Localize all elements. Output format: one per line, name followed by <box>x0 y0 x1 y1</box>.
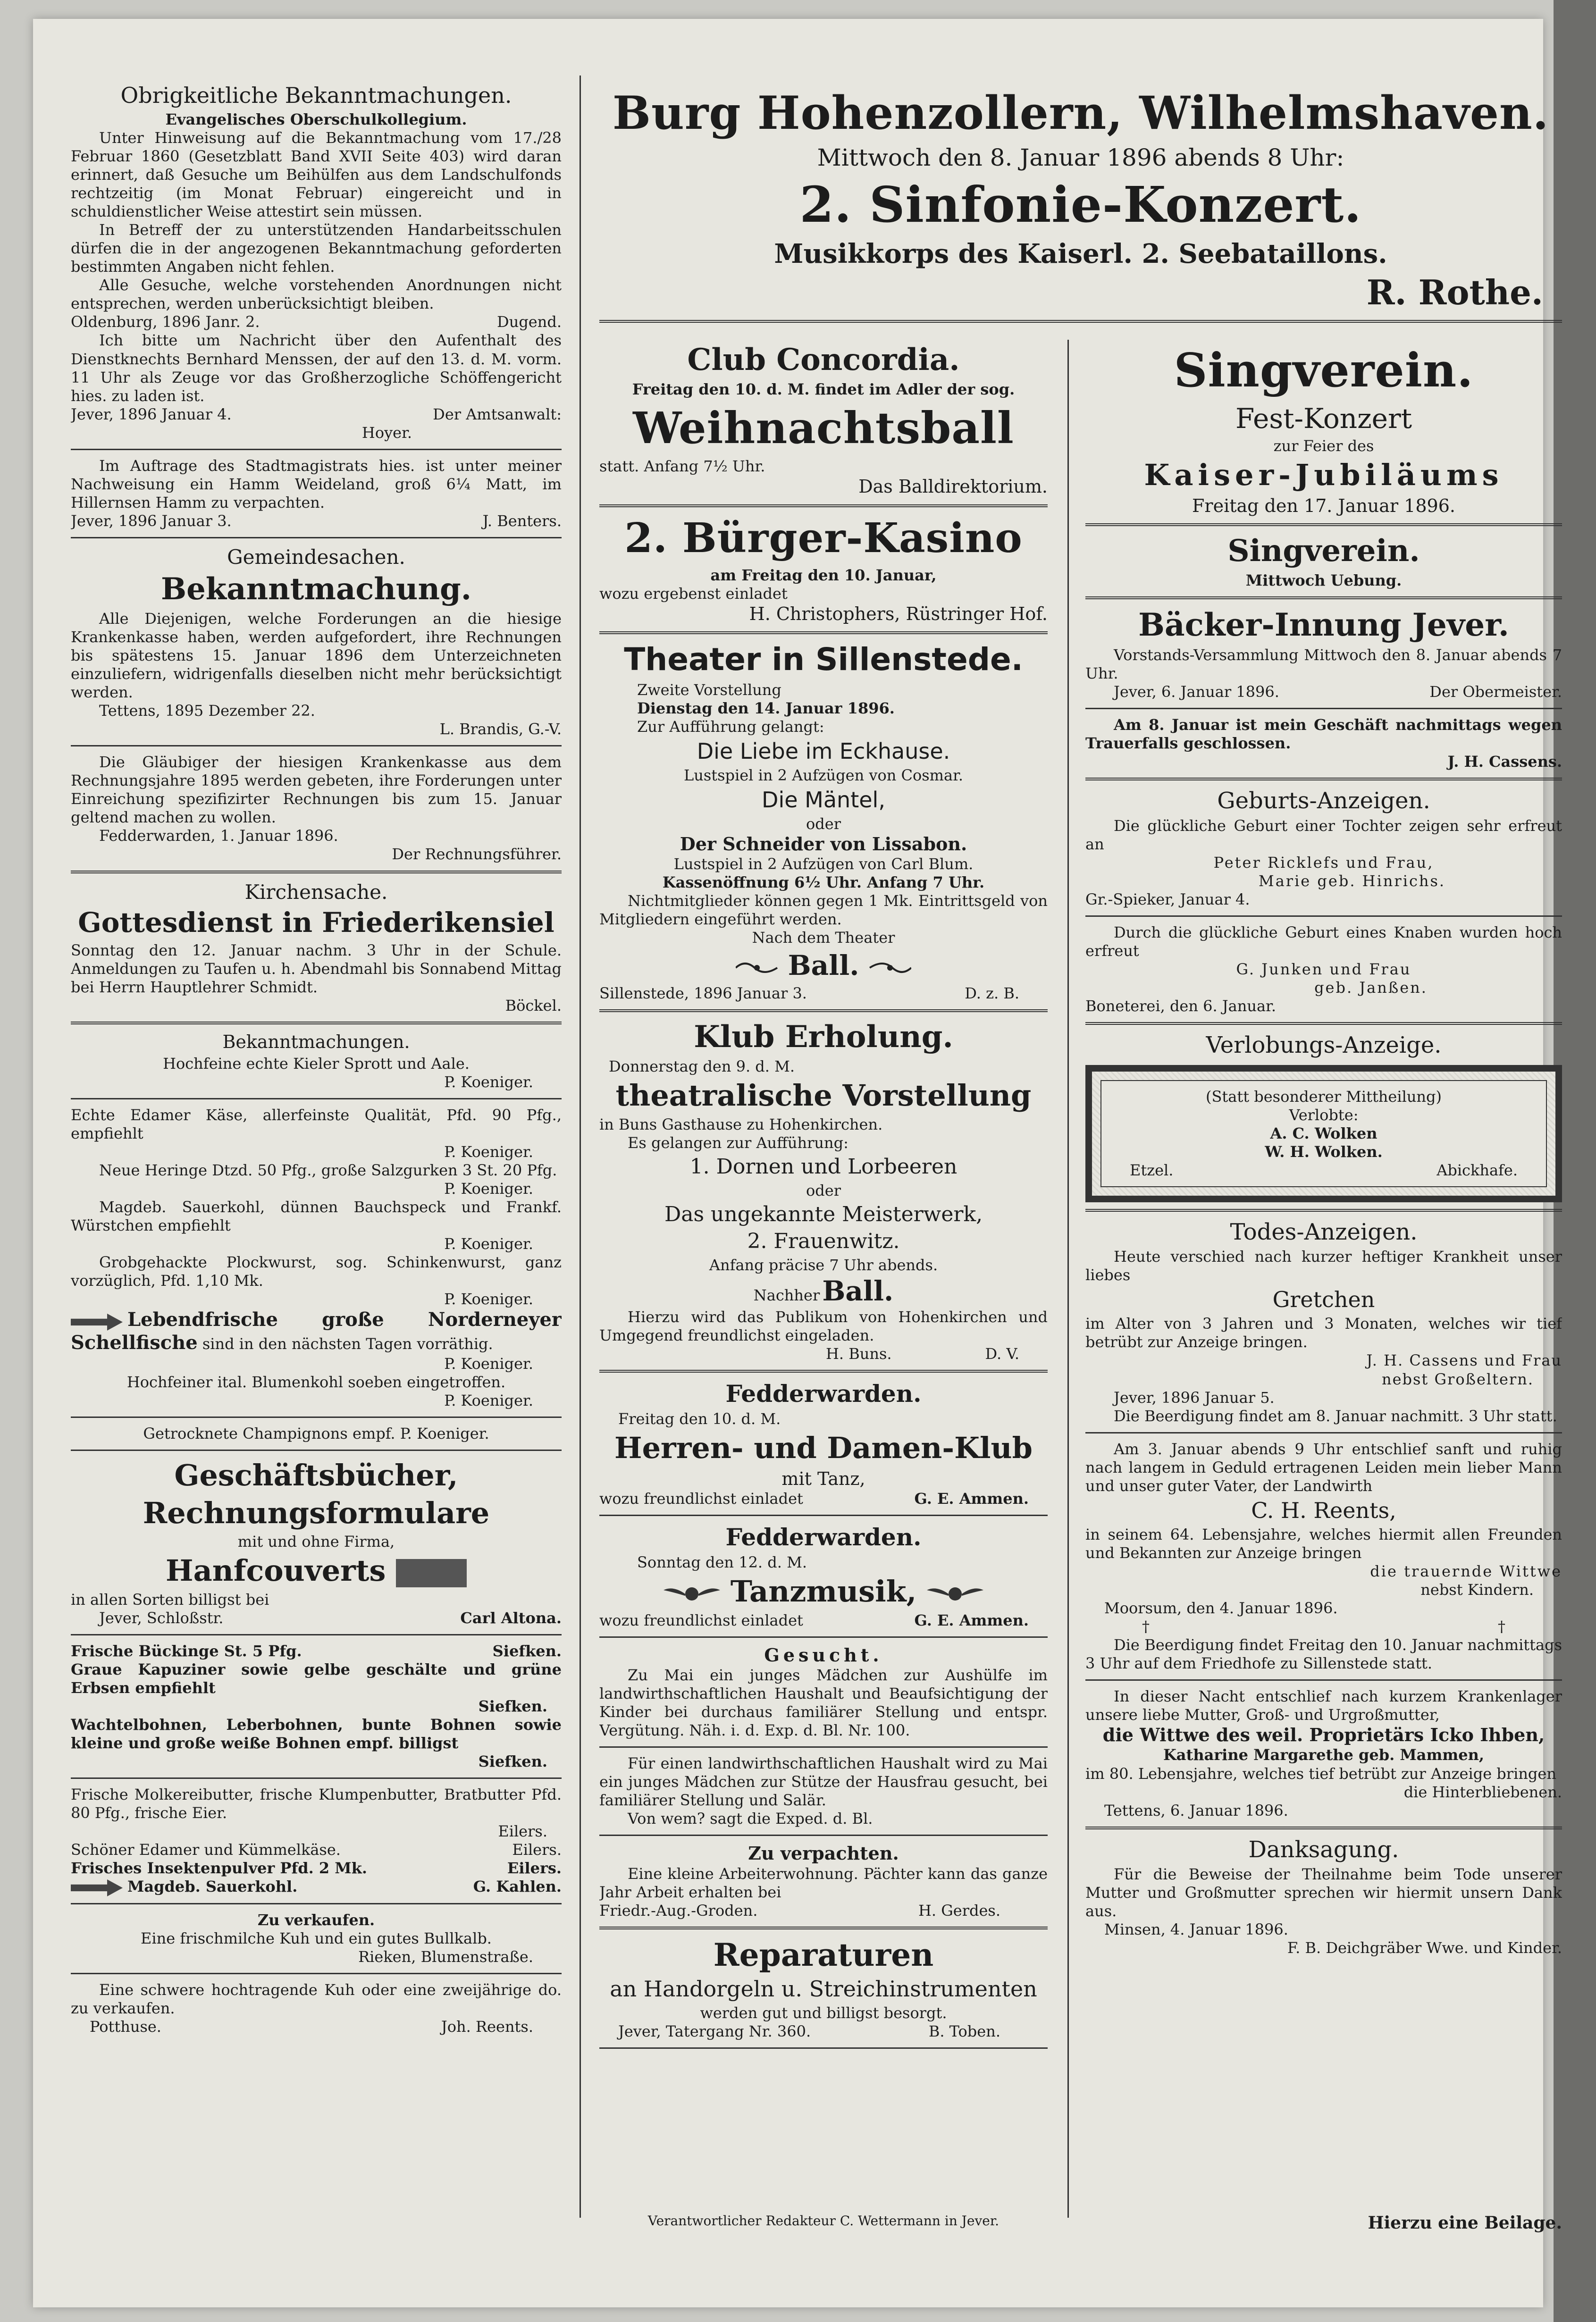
ad-heading: Zu verkaufen. <box>257 1911 375 1929</box>
signature-row <box>71 2018 562 2036</box>
ad-text: in Buns Gasthause zu Hohenkirchen. <box>599 1115 883 1133</box>
announcement-text: Heute verschied nach kurzer heftiger Krankheit unser liebes <box>1085 1248 1562 1284</box>
announcement-name: Gretchen <box>1272 1287 1375 1313</box>
section-heading: Bekanntmachungen. <box>222 1031 410 1052</box>
ad-title: Burg Hohenzollern, Wilhelmshaven. <box>612 86 1549 140</box>
notice-text: Ich bitte um Nachricht über den Aufenthalt des Dienstknechts Bernhard Menssen, der auf den 13. d. M. vorm. 11 Uhr als Zeuge vor das Großherzogliche Schöffengericht hies. zu laden ist. <box>71 331 562 405</box>
notice-text: Im Auftrage des Stadtmagistrats hies. ist unter meiner Nachweisung ein Hamm Weideland, groß 6¼ Matt, im Hillernsen Hamm zu verpachten. <box>71 456 562 511</box>
place: Jever, Schloßstr. <box>99 1609 224 1627</box>
ad-text: Mittwoch Uebung. <box>1245 571 1402 590</box>
place-date: Jever, 1896 Januar 5. <box>1114 1388 1275 1407</box>
play-title: Das ungekannte Meisterwerk, <box>664 1202 983 1226</box>
ad-line <box>599 1274 1048 1308</box>
signature: Dugend. <box>497 313 562 331</box>
ad-text: Schöner Edamer und Kümmelkäse. <box>71 1841 341 1859</box>
divider <box>71 1634 562 1635</box>
announcement-text: im 80. Lebensjahre, welches tief betrübt zur Anzeige bringen <box>1085 1764 1556 1783</box>
notice-text: Alle Diejenigen, welche Forderungen an die hiesige Krankenkasse haben, werden aufgefordert, ihre Rechnungen bis spätestens 15. Januar 1896 dem Unterzeichneten einzuliefern, widrigenfalls dieselben nicht mehr berücksichtigt werden. <box>71 610 562 702</box>
ornament-right-icon <box>869 959 911 976</box>
announcement-text: im Alter von 3 Jahren und 3 Monaten, welches wir tief betrübt zur Anzeige bringen. <box>1085 1315 1562 1351</box>
announcement-name: J. H. Cassens und Frau <box>1366 1351 1562 1370</box>
ad-text: wozu ergebenst einladet <box>599 584 788 603</box>
ad-text: oder <box>806 814 841 833</box>
ad-text: Getrocknete Champignons empf. P. Koeniger. <box>143 1425 489 1443</box>
divider <box>1085 1432 1562 1433</box>
section-heading: Todes-Anzeigen. <box>1230 1218 1418 1245</box>
divider <box>71 1417 562 1418</box>
place: Friedr.-Aug.-Groden. <box>599 1901 758 1920</box>
divider <box>599 631 1048 634</box>
ad-signature: Eilers. <box>498 1822 547 1841</box>
notice-text: Sonntag den 12. Januar nachm. 3 Uhr in der Schule. Anmeldungen zu Taufen u. h. Abendmahl bis Sonnabend Mittag bei Herrn Hauptlehrer Schmidt. <box>71 941 562 996</box>
play-title: Die Liebe im Eckhause. <box>697 738 950 764</box>
divider <box>71 449 562 450</box>
announcement-text: Für die Beweise der Theilnahme beim Tode unserer Mutter und Großmutter sprechen wir hiermit unsern Dank aus. <box>1085 1865 1562 1920</box>
signature: J. Benters. <box>482 511 562 530</box>
ad-text: Zur Aufführung gelangt: <box>637 717 824 736</box>
divider <box>71 871 562 873</box>
announcement-text: (Statt besonderer Mittheilung) <box>1206 1087 1442 1106</box>
divider <box>1085 1022 1562 1025</box>
divider <box>1085 523 1562 526</box>
signature: D. V. <box>985 1344 1019 1363</box>
ad-headline: Kaiser-Jubiläums <box>1144 458 1504 493</box>
ad-text: Hochfeine echte Kieler Sprott und Aale. <box>163 1054 470 1073</box>
ad-text: Für einen landwirthschaftlichen Haushalt wird zu Mai ein junges Mädchen zur Stütze der Hausfrau gesucht, bei familiärer Stellung und Salär. <box>599 1754 1048 1810</box>
ad-headline: 2. Bürger-Kasino <box>624 514 1023 562</box>
ad-text: wozu freundlichst einladet <box>599 1611 803 1629</box>
signature-row <box>71 1609 562 1627</box>
cross-row <box>1085 1618 1562 1636</box>
announcement-text: Die glückliche Geburt einer Tochter zeigen sehr erfreut an <box>1085 816 1562 853</box>
cross-icon: † <box>1142 1617 1150 1635</box>
ad-headline <box>71 1553 562 1589</box>
place-date: Tettens, 1895 Dezember 22. <box>99 702 315 720</box>
announcement-text: in seinem 64. Lebensjahre, welches hiermit allen Freunden und Bekannten zur Anzeige bringen <box>1085 1525 1562 1562</box>
announcement-name: geb. Janßen. <box>1314 978 1428 997</box>
divider <box>71 1450 562 1451</box>
ad-signature: H. Christophers, Rüstringer Hof. <box>749 603 1048 624</box>
divider <box>71 1973 562 1974</box>
place-date: Minsen, 4. Januar 1896. <box>1104 1920 1288 1939</box>
divider <box>599 1009 1048 1012</box>
announcement-name: C. H. Reents, <box>1251 1497 1396 1523</box>
play-title: 2. Frauenwitz. <box>747 1229 900 1254</box>
signature: H. Gerdes. <box>918 1901 1000 1920</box>
signature-row <box>599 1345 1048 1363</box>
ad-text: Eine frischmilche Kuh und ein gutes Bullkalb. <box>141 1929 492 1947</box>
ad-conductor: R. Rothe. <box>1366 272 1543 313</box>
ad-headline: Weihnachtsball <box>633 402 1014 454</box>
signature-row <box>1085 683 1562 701</box>
announcement-name: Peter Ricklefs und Frau, <box>1213 853 1434 872</box>
ad-text: Eine schwere hochtragende Kuh oder eine zweijährige do. zu verkaufen. <box>71 1981 562 2018</box>
place-date: Oldenburg, 1896 Janr. 2. <box>71 313 260 331</box>
divider <box>1085 1679 1562 1681</box>
announcement-name: W. H. Wolken. <box>1265 1142 1383 1161</box>
place: Potthuse. <box>90 2018 161 2036</box>
place-date: Moorsum, den 4. Januar 1896. <box>1104 1599 1338 1617</box>
ad-headline <box>599 1574 1048 1609</box>
announcement-label: Verlobte: <box>1289 1106 1359 1124</box>
section-heading: Gemeindesachen. <box>227 545 405 569</box>
ad-text: Dienstag den 14. Januar 1896. <box>637 699 895 717</box>
ad-signature: Das Balldirektorium. <box>858 476 1048 497</box>
ad-text: Grobgehackte Plockwurst, sog. Schinkenwurst, ganz vorzüglich, Pfd. 1,10 Mk. <box>71 1253 562 1290</box>
announcement-text: Durch die glückliche Geburt eines Knaben wurden hoch erfreut <box>1085 923 1562 960</box>
ad-text: Neue Heringe Dtzd. 50 Pfg., große Salzgurken 3 St. 20 Pfg. <box>99 1161 557 1180</box>
ad-text: in allen Sorten billigst bei <box>71 1591 269 1609</box>
signature: Böckel. <box>505 996 562 1014</box>
ad-headline-text: Hanfcouverts <box>166 1553 386 1588</box>
announcement-name: A. C. Wolken <box>1270 1124 1378 1142</box>
ad-signature: Siefken. <box>478 1752 547 1771</box>
announcement-name: die Wittwe des weil. Proprietärs Icko Ihben, <box>1102 1724 1545 1746</box>
ad-headline: Club Concordia. <box>687 342 960 377</box>
divider <box>1085 915 1562 917</box>
ad-headline: Herren- und Damen-Klub <box>614 1431 1033 1465</box>
ad-row <box>71 1642 562 1660</box>
ad-row <box>71 1841 562 1859</box>
engagement-frame-inner <box>1100 1080 1547 1187</box>
ad-date: Mittwoch den 8. Januar 1896 abends 8 Uhr: <box>817 144 1344 172</box>
play-title: 1. Dornen und Lorbeeren <box>689 1155 958 1179</box>
signature: D. z. B. <box>965 984 1019 1003</box>
section-heading: Obrigkeitliche Bekanntmachungen. <box>120 83 512 108</box>
engagement-frame <box>1085 1065 1562 1202</box>
announcement-text: Die Beerdigung findet am 8. Januar nachmitt. 3 Uhr statt. <box>1114 1407 1557 1425</box>
signature-role: Der Amtsanwalt: <box>433 405 562 423</box>
ad-text: Nach dem Theater <box>752 929 895 947</box>
signature: die Hinterbliebenen. <box>1403 1783 1562 1801</box>
ad-text: Freitag den 10. d. M. findet im Adler der sog. <box>632 380 1015 399</box>
ad-text: Anfang präcise 7 Uhr abends. <box>709 1256 938 1274</box>
ad-row <box>71 1878 562 1896</box>
ad-text: oder <box>806 1181 841 1199</box>
ad-text: Von wem? sagt die Exped. d. Bl. <box>628 1810 873 1828</box>
editor-footer: Verantwortlicher Redakteur C. Wettermann in Jever. <box>647 2213 1000 2229</box>
ad-text: Nichtmitglieder können gegen 1 Mk. Eintrittsgeld von Mitgliedern eingeführt werden. <box>599 892 1048 929</box>
signature: F. B. Deichgräber Wwe. und Kinder. <box>1287 1939 1562 1957</box>
ad-text: Frisches Insektenpulver Pfd. 2 Mk. <box>71 1859 368 1878</box>
place-date: Jever, 1896 Januar 3. <box>71 511 232 530</box>
section-heading: Danksagung. <box>1248 1836 1399 1863</box>
place-date: Fedderwarden, 1. Januar 1896. <box>99 827 338 845</box>
notice-title: Gottesdienst in Friederikensiel <box>78 906 554 939</box>
ad-signature: P. Koeniger. <box>444 1354 533 1373</box>
column-1 <box>71 80 562 2213</box>
ad-text: Es gelangen zur Aufführung: <box>628 1134 848 1152</box>
signature: G. E. Ammen. <box>914 1611 1029 1629</box>
signature: Carl Altona. <box>460 1609 562 1627</box>
place-date: Jever, 1896 Januar 4. <box>71 405 232 423</box>
ad-signature: Siefken. <box>478 1697 547 1716</box>
announcement-name: die trauernde Wittwe <box>1370 1562 1562 1580</box>
announcement-name: G. Junken und Frau <box>1236 960 1411 978</box>
place: Abickhafe. <box>1436 1161 1518 1179</box>
places-row <box>1111 1161 1537 1180</box>
ad-text: Kassenöffnung 6½ Uhr. Anfang 7 Uhr. <box>662 873 985 892</box>
play-title: Der Schneider von Lissabon. <box>680 833 967 855</box>
ad-text: Sonntag den 12. d. M. <box>637 1553 807 1572</box>
ad-subheadline: an Handorgeln u. Streichinstrumenten <box>610 1976 1037 2002</box>
ad-signature: P. Koeniger. <box>444 1290 533 1308</box>
divider <box>71 1903 562 1904</box>
place-date: Jever, 6. Januar 1896. <box>1114 683 1279 701</box>
ad-heading: Zu verpachten. <box>748 1843 899 1864</box>
pointing-hand-icon <box>71 1314 123 1331</box>
column-divider-2 <box>1067 340 1069 2218</box>
place: Jever, Tatergang Nr. 360. <box>618 2022 811 2041</box>
ad-signature: P. Koeniger. <box>444 1073 533 1091</box>
signature-row <box>599 984 1048 1003</box>
ad-band: Musikkorps des Kaiserl. 2. Seebataillons. <box>774 238 1387 269</box>
section-heading: Verlobungs-Anzeige. <box>1206 1031 1442 1058</box>
play-title: Die Mäntel, <box>762 787 885 813</box>
notice-text: In Betreff der zu unterstützenden Handarbeitsschulen dürfen die in der angezogenen Bekanntmachung geforderten bestimmten Angaben nicht fehlen. <box>71 221 562 276</box>
signature-row <box>599 1490 1048 1508</box>
divider <box>599 320 1562 323</box>
ad-text: Donnerstag den 9. d. M. <box>609 1057 795 1076</box>
signature: Joh. Reents. <box>441 2018 533 2036</box>
notice-title: Bekanntmachung. <box>160 571 472 607</box>
announcement-text: Die Beerdigung findet Freitag den 10. Januar nachmittags 3 Uhr auf dem Friedhofe zu Sillenstede statt. <box>1085 1635 1562 1673</box>
ad-signature: P. Koeniger. <box>444 1143 533 1161</box>
column-2 <box>599 340 1048 2208</box>
ad-headline <box>599 949 1048 982</box>
ad-text: Freitag den 10. d. M. <box>618 1409 781 1428</box>
place-date: Sillenstede, 1896 Januar 3. <box>599 984 807 1003</box>
divider <box>71 1777 562 1779</box>
ad-text <box>71 1308 562 1355</box>
ad-headline: Klub Erholung. <box>694 1019 953 1055</box>
ad-text: mit Tanz, <box>781 1468 865 1489</box>
ad-heading: Gesucht. <box>764 1644 883 1666</box>
signature-row <box>71 313 562 331</box>
signature-row <box>599 2022 1048 2041</box>
ad-text: Zweite Vorstellung <box>637 680 781 699</box>
ball-label: Ball. <box>788 949 859 982</box>
winged-ornament-icon <box>927 1585 983 1602</box>
ad-text: Vorstands-Versammlung Mittwoch den 8. Januar abends 7 Uhr. <box>1085 645 1562 682</box>
ad-headline: Rechnungsformulare <box>143 1495 490 1530</box>
ad-signature: P. Koeniger. <box>444 1235 533 1253</box>
place-date: Tettens, 6. Januar 1896. <box>1104 1801 1288 1819</box>
divider <box>1085 708 1562 709</box>
section-heading: Kirchensache. <box>244 880 388 904</box>
divider <box>71 1098 562 1099</box>
ad-headline: Singverein. <box>1174 344 1474 398</box>
cross-icon: † <box>1498 1617 1505 1635</box>
tanzmusik-label: Tanzmusik, <box>730 1574 917 1609</box>
divider <box>1085 1209 1562 1212</box>
divider <box>599 1835 1048 1836</box>
signature: H. Buns. <box>826 1344 892 1363</box>
ad-headline: Fedderwarden. <box>725 1379 922 1408</box>
ad-text: Hierzu wird das Publikum von Hohenkirchen und Umgegend freundlichst eingeladen. <box>599 1308 1048 1344</box>
ad-text: wozu freundlichst einladet <box>599 1489 803 1508</box>
notice-text: Alle Gesuche, welche vorstehenden Anordnungen nicht entsprechen, werden unberücksichtigt bleiben. <box>71 276 562 313</box>
ad-text: Freitag den 17. Januar 1896. <box>1192 495 1455 516</box>
divider <box>1085 596 1562 599</box>
ad-text: Magdeb. Sauerkohl. <box>127 1878 298 1896</box>
place: Etzel. <box>1130 1161 1174 1179</box>
ad-text: Nachher <box>753 1286 820 1305</box>
divider <box>599 2047 1048 2049</box>
ad-signature: Eilers. <box>507 1859 562 1878</box>
ad-headline: Fest-Konzert <box>1235 402 1412 435</box>
signature-row <box>71 512 562 530</box>
ad-signature: Siefken. <box>492 1642 562 1660</box>
ad-headline: Singverein. <box>1227 533 1420 569</box>
divider <box>599 504 1048 507</box>
divider <box>71 537 562 538</box>
ad-headline: Reparaturen <box>713 1936 934 1973</box>
ad-text: Hochfeiner ital. Blumenkohl soeben eingetroffen. <box>126 1373 506 1392</box>
signature-row <box>599 1902 1048 1920</box>
ad-text-wrap <box>71 1878 297 1896</box>
ad-text: Lustspiel in 2 Aufzügen von Cosmar. <box>683 766 964 784</box>
ad-headline: Theater in Sillenstede. <box>624 641 1023 678</box>
ad-event: 2. Sinfonie-Konzert. <box>799 176 1362 234</box>
section-heading: Geburts-Anzeigen. <box>1217 788 1430 814</box>
ad-text: Lustspiel in 2 Aufzügen von Carl Blum. <box>673 855 974 873</box>
ad-text: Echte Edamer Käse, allerfeinste Qualität, Pfd. 90 Pfg., empfiehlt <box>71 1106 562 1143</box>
ad-text: zur Feier des <box>1273 437 1374 455</box>
announcement-name: Katharine Margarethe geb. Mammen, <box>1163 1746 1485 1764</box>
divider <box>1085 1827 1562 1829</box>
divider <box>599 1515 1048 1516</box>
column-divider-1 <box>580 75 581 2218</box>
ad-text: am Freitag den 10. Januar, <box>710 566 937 584</box>
signature: Der Rechnungsführer. <box>392 845 562 863</box>
divider <box>599 1927 1048 1929</box>
ad-text: Frische Bückinge St. 5 Pfg. <box>71 1642 302 1660</box>
notice-text: Die Gläubiger der hiesigen Krankenkasse aus dem Rechnungsjahre 1895 werden gebeten, ihre Forderungen unter Einreichung spezifizirter Rechnungen bis zum 15. Januar geltend machen zu wollen. <box>71 753 562 827</box>
ad-text: Am 8. Januar ist mein Geschäft nachmittags wegen Trauerfalls geschlossen. <box>1085 716 1562 753</box>
envelope-image <box>396 1559 467 1587</box>
announcement-name: nebst Kindern. <box>1420 1580 1534 1599</box>
ad-headline: theatralische Vorstellung <box>615 1078 1032 1113</box>
divider <box>1085 778 1562 780</box>
announcement-text: Am 3. Januar abends 9 Uhr entschlief sanft und ruhig nach langem in Geduld ertragenen Leiden mein lieber Mann und unser guter Vater, der Landwirth <box>1085 1440 1562 1495</box>
signature: Der Obermeister. <box>1429 683 1562 701</box>
divider <box>71 1022 562 1024</box>
supplement-note: Hierzu eine Beilage. <box>1368 2213 1562 2233</box>
ad-headline: Geschäftsbücher, <box>174 1458 458 1493</box>
signature: B. Toben. <box>928 2022 1000 2041</box>
announcement-name: nebst Großeltern. <box>1381 1370 1534 1388</box>
ad-row <box>71 1859 562 1878</box>
winged-ornament-icon <box>664 1585 720 1602</box>
divider <box>71 745 562 746</box>
divider <box>599 1746 1048 1748</box>
ad-text: Eine kleine Arbeiterwohnung. Pächter kann das ganze Jahr Arbeit erhalten bei <box>599 1864 1048 1901</box>
ornament-left-icon <box>736 959 778 976</box>
signature: L. Brandis, G.-V. <box>439 720 562 738</box>
signature-row <box>599 1611 1048 1630</box>
ad-headline: Bäcker-Innung Jever. <box>1138 606 1509 644</box>
column-3 <box>1085 340 1562 2208</box>
ad-text: statt. Anfang 7½ Uhr. <box>599 457 765 476</box>
ad-signature: G. Kahlen. <box>473 1878 562 1896</box>
place-date: Boneterei, den 6. Januar. <box>1085 997 1276 1015</box>
ad-signature: P. Koeniger. <box>444 1392 533 1410</box>
signature: G. E. Ammen. <box>914 1489 1029 1508</box>
signature-row <box>71 405 562 424</box>
ad-text: Wachtelbohnen, Leberbohnen, bunte Bohnen sowie kleine und große weiße Bohnen empf. billigst <box>71 1716 562 1752</box>
ad-text: Zu Mai ein junges Mädchen zur Aushülfe im landwirthschaftlichen Haushalt und Beaufsichtigung der Kinder bei durchaus familiärer Stellung und entspr. Vergütung. Näh. i. d. Exp. d. Bl. Nr. 100. <box>599 1666 1048 1740</box>
notice-text: Unter Hinweisung auf die Bekanntmachung vom 17./28 Februar 1860 (Gesetzblatt Band XVII Seite 403) wird daran erinnert, daß Gesuche um Beihülfen aus dem Landschulfonds rechtzeitig (im Monat Februar) eingereicht und in schuldienstlicher Weise attestirt sein müssen. <box>71 129 562 221</box>
signature: J. H. Cassens. <box>1447 753 1562 771</box>
ad-headline: Fedderwarden. <box>725 1523 922 1551</box>
ball-label: Ball. <box>822 1275 894 1308</box>
notice-heading: Evangelisches Oberschulkollegium. <box>165 110 467 129</box>
ad-headline: Lebendfrische große Norderneyer Schellfische <box>71 1308 562 1354</box>
signature: Hoyer. <box>361 423 412 442</box>
ad-text: Frische Molkereibutter, frische Klumpenbutter, Bratbutter Pfd. 80 Pfg., frische Eier. <box>71 1786 562 1822</box>
ad-signature: P. Koeniger. <box>444 1180 533 1198</box>
announcement-name: Marie geb. Hinrichs. <box>1258 872 1446 890</box>
ad-text: Graue Kapuziner sowie gelbe geschälte und grüne Erbsen empfiehlt <box>71 1660 562 1697</box>
announcement-text: In dieser Nacht entschlief nach kurzem Krankenlager unsere liebe Mutter, Groß- und Urgroßmutter, <box>1085 1687 1562 1724</box>
divider <box>599 1636 1048 1638</box>
pointing-hand-icon <box>71 1879 123 1896</box>
burg-hohenzollern-ad <box>599 83 1562 329</box>
divider <box>599 1370 1048 1373</box>
ad-signature: Rieken, Blumenstraße. <box>358 1948 533 1966</box>
ad-text: Magdeb. Sauerkohl, dünnen Bauchspeck und Frankf. Würstchen empfiehlt <box>71 1198 562 1235</box>
ad-body: sind in den nächsten Tagen vorräthig. <box>202 1335 493 1353</box>
place-date: Gr.-Spieker, Januar 4. <box>1085 890 1250 908</box>
ad-signature: Eilers. <box>512 1841 562 1859</box>
ad-text: mit und ohne Firma, <box>237 1533 395 1551</box>
ad-text: werden gut und billigst besorgt. <box>700 2004 947 2022</box>
